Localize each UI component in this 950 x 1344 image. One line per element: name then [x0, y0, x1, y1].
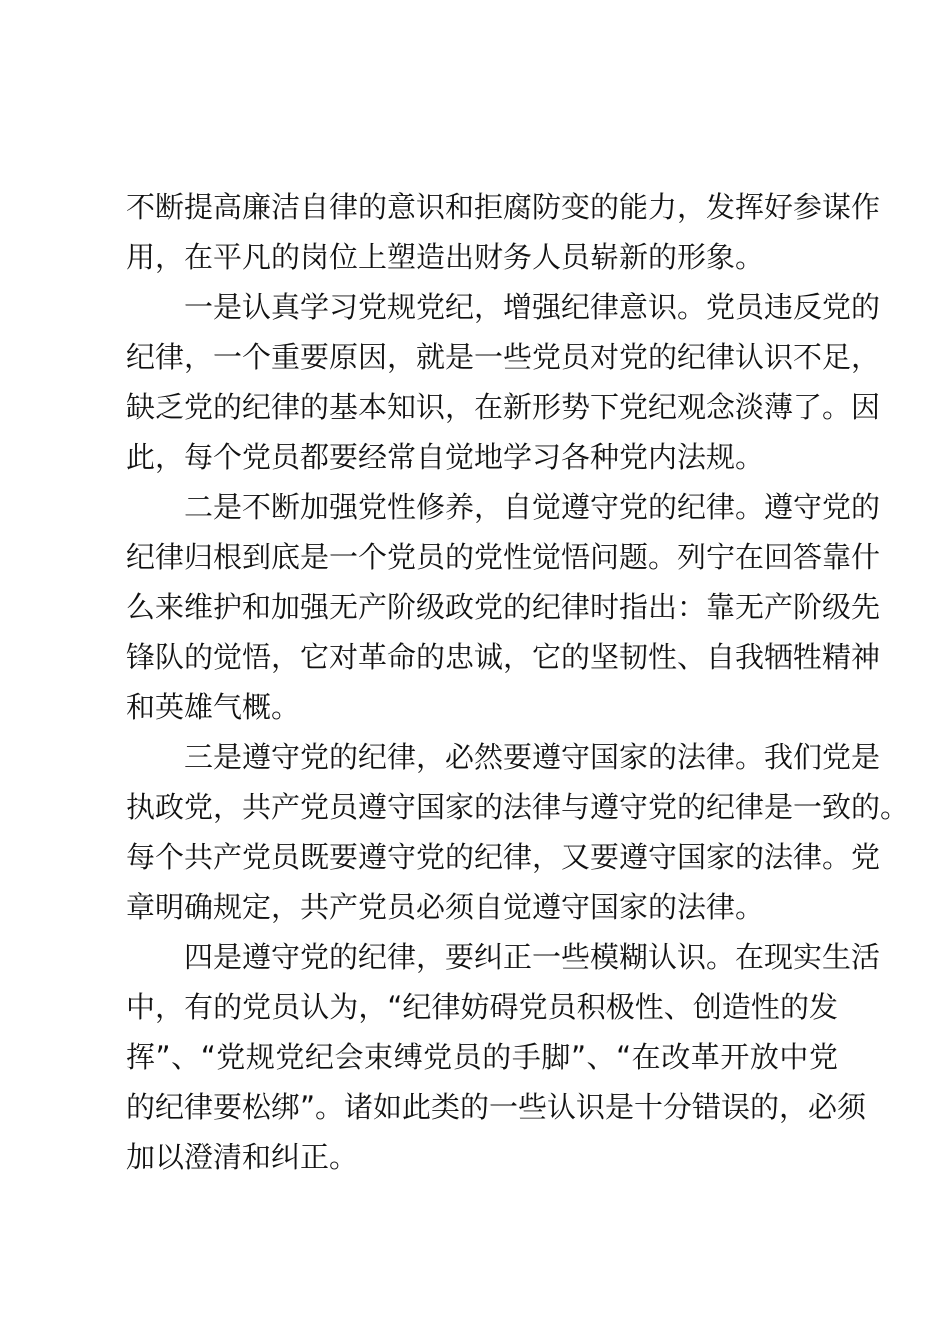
text-line: 用，在平凡的岗位上塑造出财务人员崭新的形象。: [126, 240, 765, 274]
text-line: 和英雄气概。: [126, 690, 301, 724]
text-line: 一是认真学习党规党纪，增强纪律意识。党员违反党的: [184, 290, 881, 324]
text-line: 中，有的党员认为，“纪律妨碍党员积极性、创造性的发: [126, 990, 838, 1024]
text-line: 章明确规定，共产党员必须自觉遵守国家的法律。: [126, 890, 765, 924]
text-line: 此，每个党员都要经常自觉地学习各种党内法规。: [126, 440, 765, 474]
text-line: 纪律，一个重要原因，就是一些党员对党的纪律认识不足，: [126, 340, 881, 374]
text-line: 加以澄清和纠正。: [126, 1140, 359, 1174]
text-line: 锋队的觉悟，它对革命的忠诚，它的坚韧性、自我牺牲精神: [126, 640, 881, 674]
text-line: 执政党，共产党员遵守国家的法律与遵守党的纪律是一致的。: [126, 790, 910, 824]
paragraph: [126, 932, 881, 1182]
text-line: 的纪律要松绑”。诸如此类的一些认识是十分错误的，必须: [126, 1090, 867, 1124]
text-line: 缺乏党的纪律的基本知识，在新形势下党纪观念淡薄了。因: [126, 390, 881, 424]
paragraph: [126, 482, 881, 732]
text-line: 每个共产党员既要遵守党的纪律，又要遵守国家的法律。党: [126, 840, 881, 874]
paragraph: [126, 732, 910, 932]
paragraph: [126, 182, 881, 282]
text-line: 不断提高廉洁自律的意识和拒腐防变的能力，发挥好参谋作: [126, 190, 881, 224]
text-line: 二是不断加强党性修养，自觉遵守党的纪律。遵守党的: [184, 490, 881, 524]
text-line: 三是遵守党的纪律，必然要遵守国家的法律。我们党是: [184, 740, 881, 774]
text-line: 纪律归根到底是一个党员的党性觉悟问题。列宁在回答靠什: [126, 540, 881, 574]
text-line: 四是遵守党的纪律，要纠正一些模糊认识。在现实生活: [184, 940, 881, 974]
document-body: [126, 182, 910, 1182]
text-line: 挥”、“党规党纪会束缚党员的手脚”、“在改革开放中党: [126, 1040, 838, 1074]
text-line: 么来维护和加强无产阶级政党的纪律时指出：靠无产阶级先: [126, 590, 881, 624]
paragraph: [126, 282, 881, 482]
